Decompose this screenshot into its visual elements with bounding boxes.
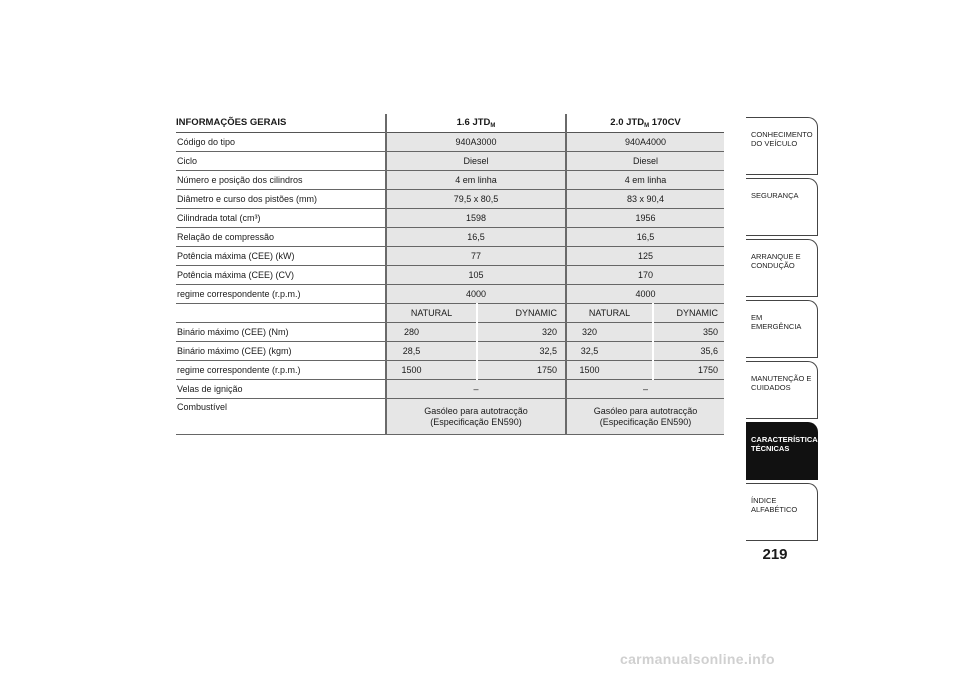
row-label: Número e posição dos cilindros xyxy=(176,171,386,190)
chapter-tab[interactable]: CARACTERÍSTICAS TÉCNICAS xyxy=(746,422,818,480)
row-label: Potência máxima (CEE) (CV) xyxy=(176,266,386,285)
fuel-label: Combustível xyxy=(176,399,386,435)
value-dynamic-1: 1750 xyxy=(477,361,566,380)
row-label: Binário máximo (CEE) (kgm) xyxy=(176,342,386,361)
table-row xyxy=(176,190,724,209)
chapter-tab[interactable]: CONHECIMENTO DO VEÍCULO xyxy=(746,117,818,175)
table-title: INFORMAÇÕES GERAIS xyxy=(176,114,386,133)
mode-natural-1: NATURAL xyxy=(386,304,477,323)
row-value-engine-2: 16,5 xyxy=(566,228,724,247)
row-label: Ciclo xyxy=(176,152,386,171)
row-label: regime correspondente (r.p.m.) xyxy=(176,361,386,380)
mode-natural-2: NATURAL xyxy=(566,304,653,323)
table-row xyxy=(176,228,724,247)
table-row xyxy=(176,247,724,266)
row-value-engine-2: 83 x 90,4 xyxy=(566,190,724,209)
row-label: Relação de compressão xyxy=(176,228,386,247)
fuel-e1-line1: Gasóleo para autotracção xyxy=(424,405,528,416)
fuel-e1-line2: (Especificação EN590) xyxy=(430,416,522,427)
basic-rows xyxy=(176,133,724,304)
table-row xyxy=(176,209,724,228)
value-natural-1: 28,5 xyxy=(386,342,477,361)
value-natural-1: 280 xyxy=(386,323,477,342)
mode-row-label xyxy=(176,304,386,323)
row-value-engine-2: 1956 xyxy=(566,209,724,228)
value-dynamic-2: 1750 xyxy=(653,361,724,380)
row-value-engine-2: 170 xyxy=(566,266,724,285)
value-natural-2: 32,5 xyxy=(566,342,653,361)
row-value-engine-1: Diesel xyxy=(386,152,566,171)
value-natural-2: 320 xyxy=(566,323,653,342)
table-row xyxy=(176,171,724,190)
chapter-tab[interactable]: ARRANQUE E CONDUÇÃO xyxy=(746,239,818,297)
chapter-tab[interactable]: EM EMERGÊNCIA xyxy=(746,300,818,358)
row-value-engine-2: 940A4000 xyxy=(566,133,724,152)
split-rows xyxy=(176,323,724,380)
row-value-engine-2: Diesel xyxy=(566,152,724,171)
row-label: Cilindrada total (cm³) xyxy=(176,209,386,228)
fuel-row xyxy=(176,399,724,435)
value-dynamic-2: 350 xyxy=(653,323,724,342)
mode-row xyxy=(176,304,724,323)
table-row xyxy=(176,323,724,342)
table-row xyxy=(176,152,724,171)
fuel-e1 xyxy=(386,399,566,435)
table-row xyxy=(176,342,724,361)
row-value-engine-1: 105 xyxy=(386,266,566,285)
table-row xyxy=(176,266,724,285)
table-row xyxy=(176,133,724,152)
chapter-tab[interactable]: MANUTENÇÃO E CUIDADOS xyxy=(746,361,818,419)
spark-e1: – xyxy=(386,380,566,399)
row-value-engine-2: 4 em linha xyxy=(566,171,724,190)
value-natural-1: 1500 xyxy=(386,361,477,380)
table-row xyxy=(176,285,724,304)
chapter-tab[interactable]: SEGURANÇA xyxy=(746,178,818,236)
row-value-engine-2: 4000 xyxy=(566,285,724,304)
table-header-row xyxy=(176,114,724,133)
engine-2-heading: 2.0 $JTD_M$ 170CV xyxy=(566,114,724,133)
row-label: Binário máximo (CEE) (Nm) xyxy=(176,323,386,342)
row-label: Diâmetro e curso dos pistões (mm) xyxy=(176,190,386,209)
table-row xyxy=(176,361,724,380)
row-value-engine-2: 125 xyxy=(566,247,724,266)
chapter-tabs xyxy=(746,117,823,544)
row-value-engine-1: 16,5 xyxy=(386,228,566,247)
row-value-engine-1: 4000 xyxy=(386,285,566,304)
specs-table-container xyxy=(176,114,724,435)
row-value-engine-1: 79,5 x 80,5 xyxy=(386,190,566,209)
fuel-e2 xyxy=(566,399,724,435)
engine-1-heading: 1.6 $JTD_M$ xyxy=(386,114,566,133)
mode-dynamic-1: DYNAMIC xyxy=(477,304,566,323)
specs-table xyxy=(176,114,724,435)
row-value-engine-1: 77 xyxy=(386,247,566,266)
spark-e2: – xyxy=(566,380,724,399)
row-value-engine-1: 940A3000 xyxy=(386,133,566,152)
mode-dynamic-2: DYNAMIC xyxy=(653,304,724,323)
watermark: carmanualsonline.info xyxy=(620,651,775,667)
chapter-tab[interactable]: ÍNDICE ALFABÉTICO xyxy=(746,483,818,541)
row-label: regime correspondente (r.p.m.) xyxy=(176,285,386,304)
value-natural-2: 1500 xyxy=(566,361,653,380)
value-dynamic-2: 35,6 xyxy=(653,342,724,361)
spark-label: Velas de ignição xyxy=(176,380,386,399)
fuel-e2-line2: (Especificação EN590) xyxy=(599,416,692,427)
row-value-engine-1: 1598 xyxy=(386,209,566,228)
fuel-e2-line1: Gasóleo para autotracção xyxy=(593,405,698,416)
spark-row xyxy=(176,380,724,399)
row-value-engine-1: 4 em linha xyxy=(386,171,566,190)
page-number: 219 xyxy=(762,546,788,563)
value-dynamic-1: 320 xyxy=(477,323,566,342)
row-label: Potência máxima (CEE) (kW) xyxy=(176,247,386,266)
value-dynamic-1: 32,5 xyxy=(477,342,566,361)
row-label: Código do tipo xyxy=(176,133,386,152)
